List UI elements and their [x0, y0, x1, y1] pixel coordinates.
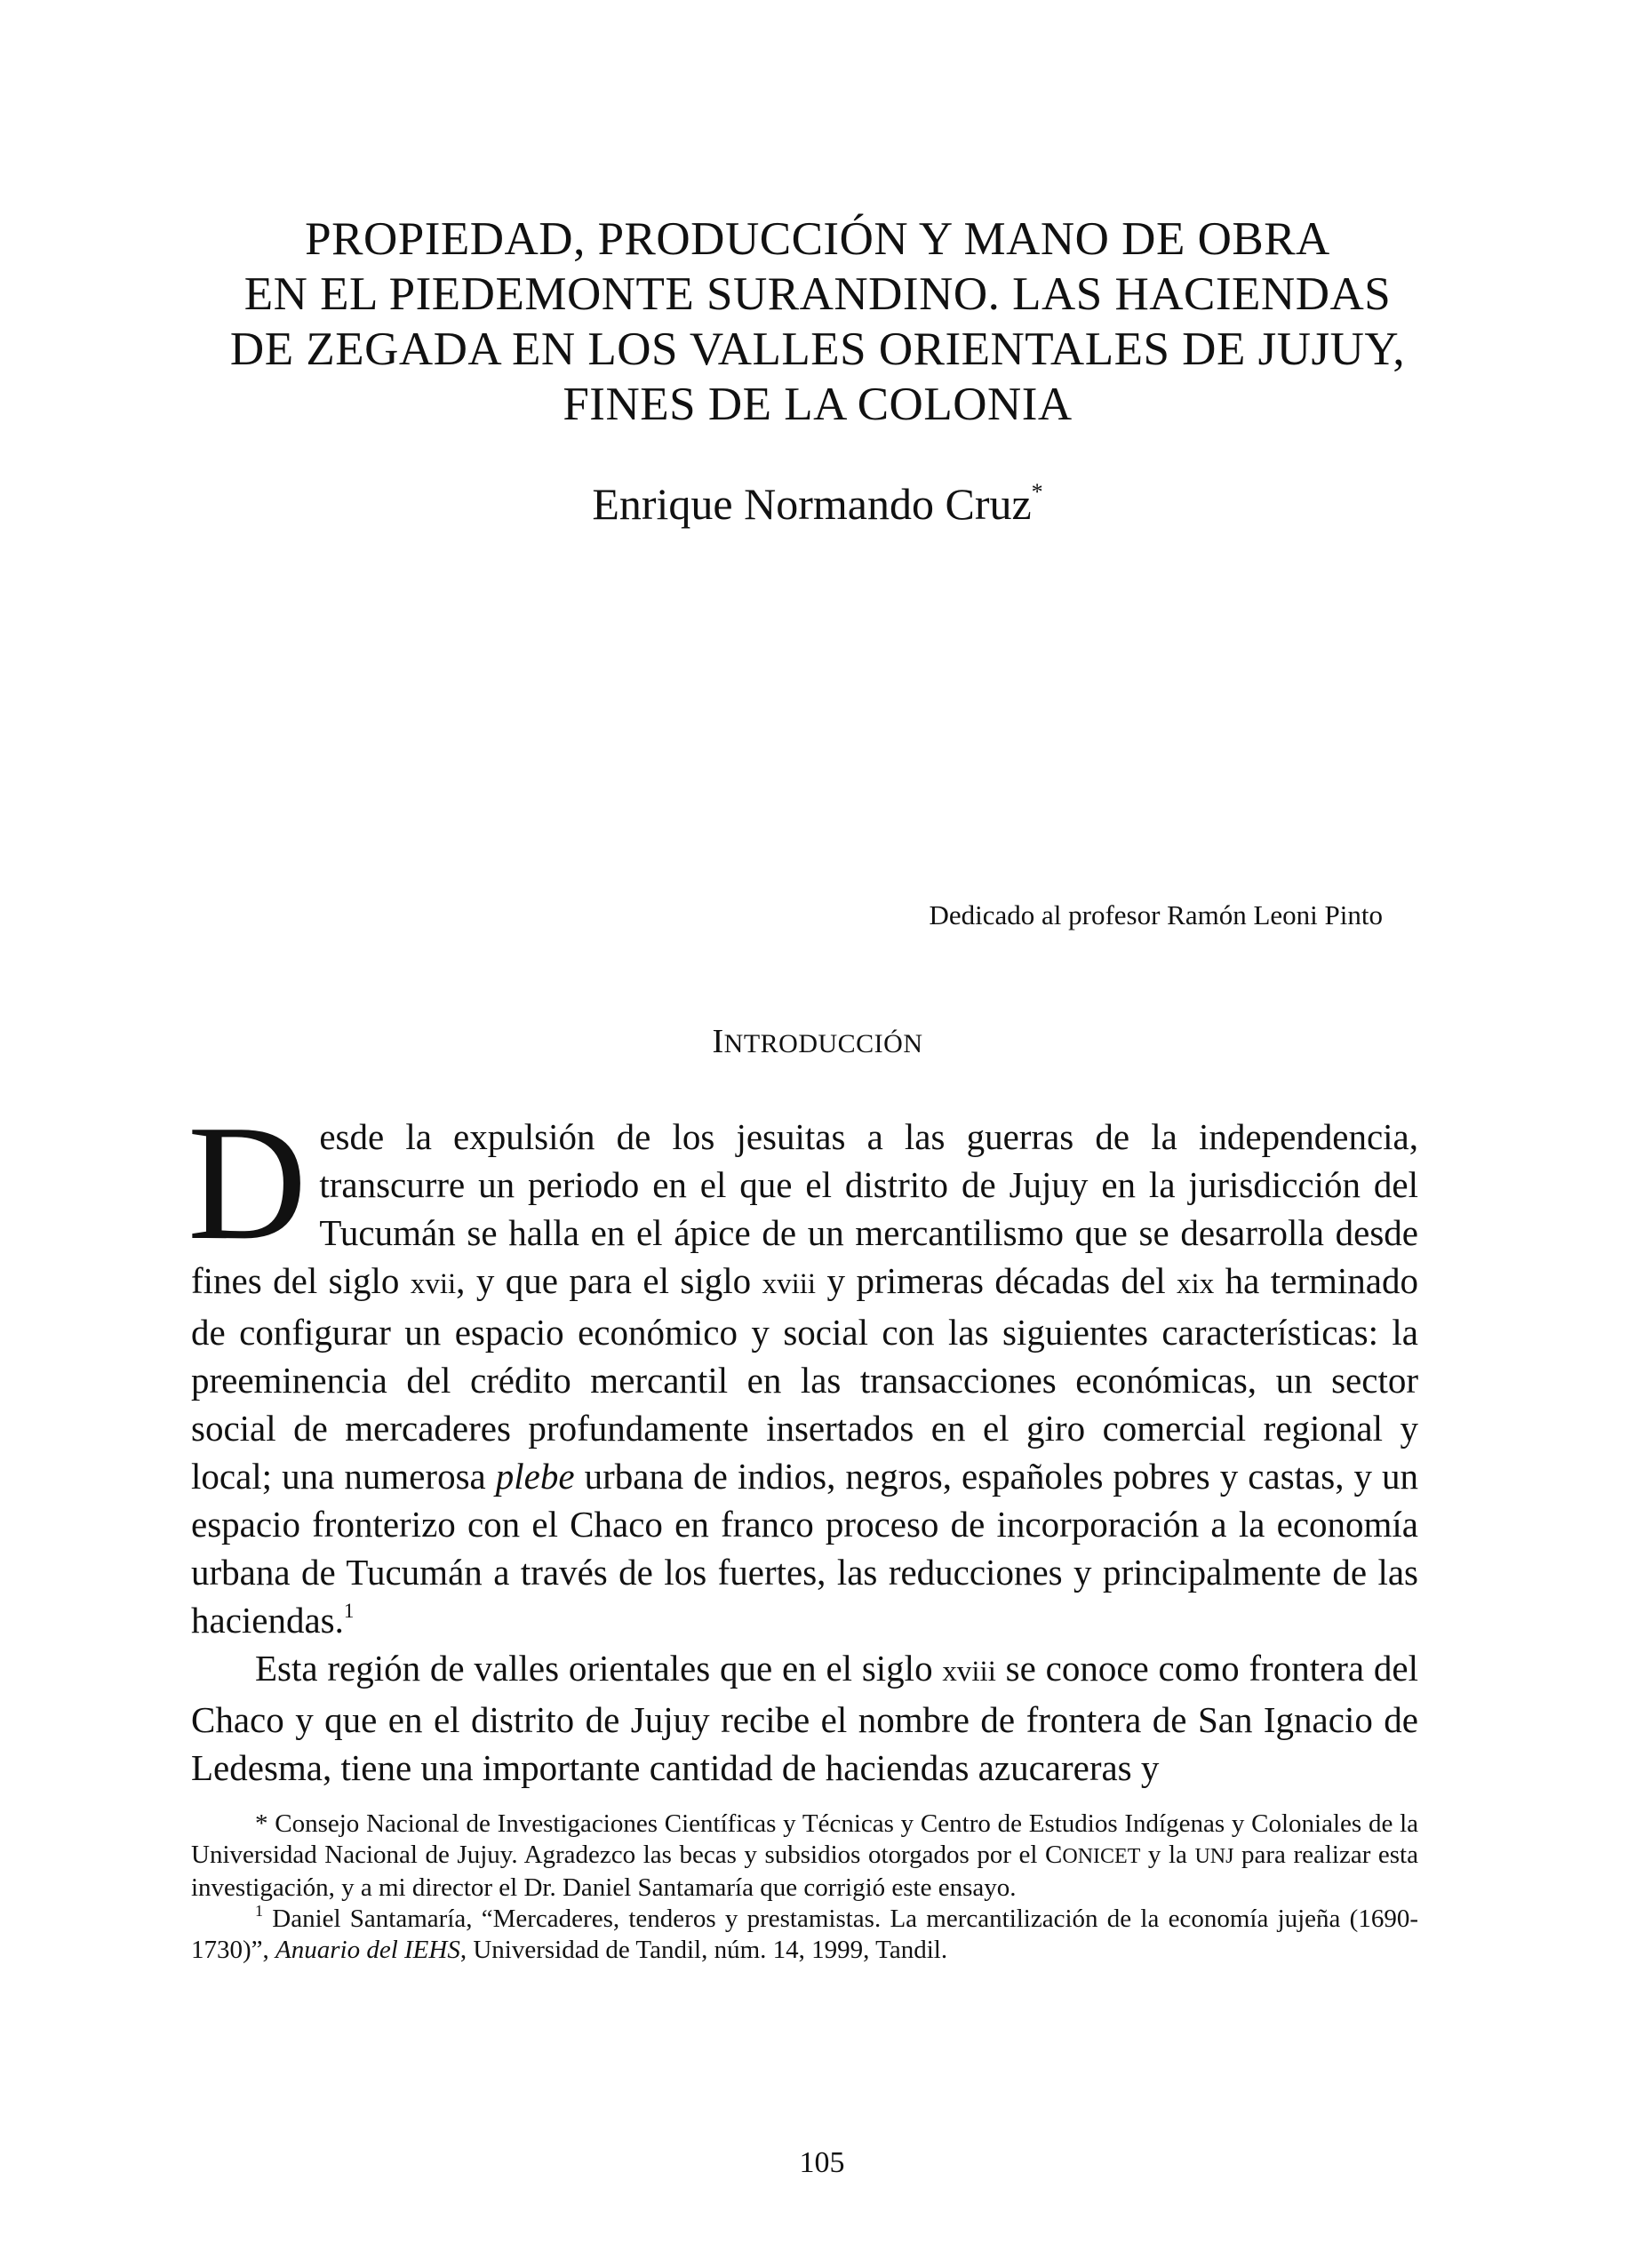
- paragraph-1-text: y primeras décadas del: [816, 1260, 1177, 1301]
- footnote-1: [191, 1904, 1418, 1966]
- footnote-org: UNJ: [1194, 1845, 1234, 1868]
- author-byline: [178, 478, 1457, 530]
- section-heading-initial: I: [712, 1023, 724, 1060]
- dedication: Dedicado al profesor Ramón Leoni Pinto: [929, 899, 1383, 930]
- footnote-ref-1[interactable]: 1: [343, 1600, 355, 1622]
- footnote-text: para realizar esta investigación, y a mi director el Dr. Daniel Santamaría que corrigió este ensayo.: [191, 1841, 1418, 1902]
- paragraph-1-text: urbana de indios, negros, españoles pobres y castas, y un espacio fronterizo con el Chaco en franco proceso de incorporación a la economía urbana de Tucumán a través de los fuertes, las reducciones y principalmente de las haciendas.: [191, 1456, 1419, 1641]
- paragraph-1-text: , y que para el siglo: [456, 1260, 762, 1301]
- footnote-1-mark: 1: [255, 1902, 263, 1920]
- paragraph-1-text: ha terminado de configurar un espacio económico y social con las siguientes características: la preeminencia del crédito mercantil en las transacciones económicas, un sector social de mercaderes profundamente insertados en el giro comercial regional y local; una numerosa: [191, 1260, 1419, 1497]
- footnote-text: , Universidad de Tandil, núm. 14, 1999, Tandil.: [459, 1936, 948, 1964]
- century-numeral: xvii: [410, 1268, 457, 1300]
- section-heading: [178, 1022, 1457, 1061]
- title-line: EN EL PIEDEMONTE SURANDINO. LAS HACIENDAS: [243, 268, 1392, 320]
- footnote-author: [191, 1809, 1418, 1904]
- title-line: DE ZEGADA EN LOS VALLES ORIENTALES DE JUJUY,: [229, 323, 1406, 375]
- author-name: Enrique Normando Cruz: [592, 479, 1032, 529]
- footnote-author-mark: *: [255, 1809, 268, 1838]
- page-number: 105: [799, 2146, 845, 2179]
- article-title: [178, 212, 1457, 432]
- paragraph-1: [188, 1091, 1419, 1644]
- paragraph-2-text: se conoce como frontera del Chaco y que en el distrito de Jujuy recibe el nombre de frontera de San Ignacio de Ledesma, tiene una importante cantidad de haciendas azucareras y: [191, 1648, 1419, 1788]
- century-numeral: xviii: [942, 1656, 996, 1688]
- footnote-text: y la: [1140, 1841, 1195, 1869]
- century-numeral: xviii: [762, 1268, 817, 1300]
- paragraph-1-text: esde la expulsión de los jesuitas a las guerras de la independencia, transcurre un periodo en el que el distrito de Jujuy en la jurisdicción del Tucumán se halla en el ápice de un mercantilismo que se desarrolla desde fines del siglo: [191, 1116, 1418, 1301]
- century-numeral: xix: [1177, 1268, 1215, 1300]
- footnote-text: Daniel Santamaría, “Mercaderes, tenderos y prestamistas. La mercantilización de la economía jujeña (1690-1730)”,: [191, 1905, 1418, 1964]
- title-line: PROPIEDAD, PRODUCCIÓN Y MANO DE OBRA: [305, 213, 1330, 265]
- footnotes: [191, 1809, 1418, 1966]
- footnote-org: ONICET: [1062, 1845, 1141, 1868]
- footnote-text: Consejo Nacional de Investigaciones Científicas y Técnicas y Centro de Estudios Indígenas y Coloniales de la Universidad Nacional de Jujuy. Agradezco las becas y subsidios otorgados por el: [191, 1809, 1418, 1869]
- title-line: FINES DE LA COLONIA: [563, 379, 1073, 430]
- italic-term: plebe: [495, 1456, 575, 1497]
- paragraph-2-text: Esta región de valles orientales que en el siglo: [255, 1648, 943, 1689]
- journal-title: Anuario del IEHS: [275, 1936, 460, 1964]
- body-text: [188, 1091, 1419, 1792]
- footnote-org-initial: C: [1045, 1841, 1063, 1869]
- paragraph-2: [191, 1644, 1418, 1792]
- section-heading-rest: NTRODUCCIÓN: [723, 1029, 923, 1058]
- author-footnote-mark: *: [1031, 479, 1043, 505]
- drop-cap: D: [188, 1091, 307, 1274]
